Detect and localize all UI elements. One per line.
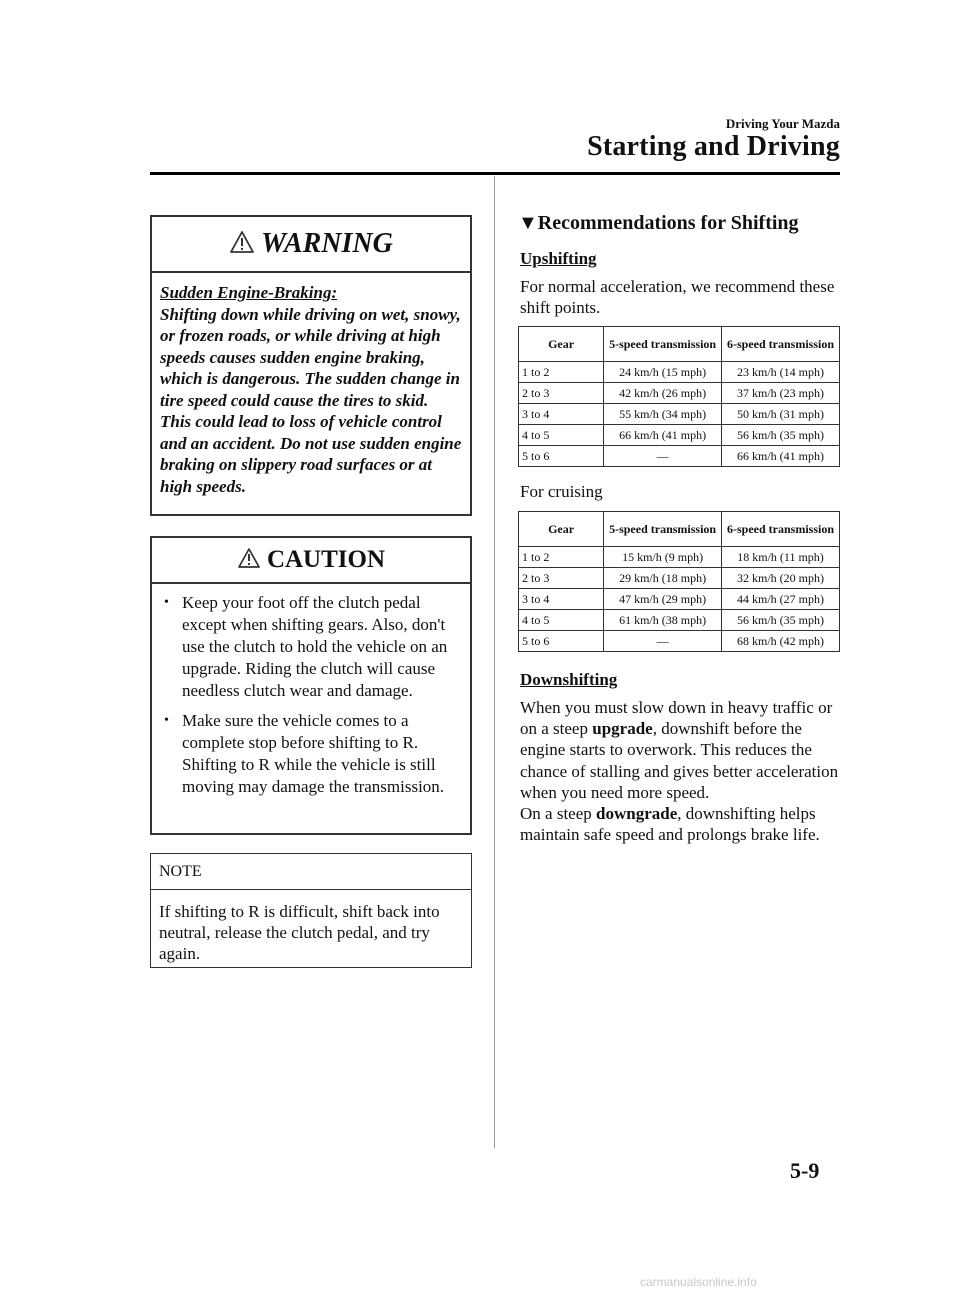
- warning-box: [150, 215, 472, 516]
- downshift-paragraph-2: [520, 803, 840, 845]
- caution-box: [150, 536, 472, 835]
- header-rule: [150, 172, 840, 175]
- note-title: NOTE: [151, 854, 471, 890]
- speed-cell-6: 56 km/h (35 mph): [722, 425, 840, 446]
- recommendations-title: Recommendations for Shifting: [537, 212, 799, 234]
- section-label: Driving Your Mazda: [725, 116, 840, 131]
- recommendations-heading: [518, 212, 799, 235]
- speed-cell-5: 61 km/h (38 mph): [604, 610, 722, 631]
- column-header-6-speed: 6-speed transmission: [722, 512, 840, 547]
- table-row: [519, 589, 840, 610]
- downshifting-label: Downshifting: [520, 670, 618, 689]
- speed-cell-6: 44 km/h (27 mph): [722, 589, 840, 610]
- table-row: [519, 446, 840, 467]
- speed-cell-6: 50 km/h (31 mph): [722, 404, 840, 425]
- column-header-gear: Gear: [519, 512, 604, 547]
- gear-cell: 5 to 6: [519, 631, 604, 652]
- caution-icon: [237, 547, 261, 574]
- speed-cell-5: 47 km/h (29 mph): [604, 589, 722, 610]
- speed-cell-6: 18 km/h (11 mph): [722, 547, 840, 568]
- column-header-5-speed: 5-speed transmission: [604, 327, 722, 362]
- upshifting-intro: For normal acceleration, we recommend these shift points.: [520, 277, 835, 317]
- table-row: [519, 404, 840, 425]
- column-header-5-speed: 5-speed transmission: [604, 512, 722, 547]
- gear-cell: 1 to 2: [519, 547, 604, 568]
- gear-cell: 3 to 4: [519, 404, 604, 425]
- warning-header: [152, 217, 470, 273]
- table-row: [519, 383, 840, 404]
- caution-title: CAUTION: [266, 546, 386, 573]
- table-header-row: [519, 512, 840, 547]
- gear-cell: 3 to 4: [519, 589, 604, 610]
- gear-cell: 5 to 6: [519, 446, 604, 467]
- gear-cell: 2 to 3: [519, 568, 604, 589]
- upshifting-label: Upshifting: [520, 249, 597, 268]
- caution-item: [164, 710, 462, 798]
- downshift-paragraph-1: [520, 697, 840, 803]
- downgrade-term: downgrade: [596, 804, 678, 824]
- speed-cell-6: 37 km/h (23 mph): [722, 383, 840, 404]
- caution-list: [152, 584, 470, 798]
- speed-cell-6: 23 km/h (14 mph): [722, 362, 840, 383]
- caution-item-text: Make sure the vehicle comes to a complete stop before shifting to R. Shifting to R while the vehicle is still moving may damage the transmission.: [182, 711, 445, 796]
- cruising-table: [518, 511, 840, 652]
- downshift-text: When you must slow down in heavy traffic or on a steep: [520, 698, 833, 739]
- bullet-icon: •: [164, 595, 169, 610]
- warning-body: [152, 273, 470, 497]
- note-body: If shifting to R is difficult, shift back into neutral, release the clutch pedal, and try again.: [159, 902, 440, 963]
- watermark: carmanualsonline.info: [640, 1275, 757, 1289]
- note-box: [150, 853, 472, 968]
- speed-cell-5: 29 km/h (18 mph): [604, 568, 722, 589]
- speed-cell-5: 15 km/h (9 mph): [604, 547, 722, 568]
- speed-cell-5: ―: [604, 446, 722, 467]
- page-number: 5-9: [790, 1158, 820, 1183]
- downshifting-body: [520, 697, 840, 845]
- caution-header: [152, 538, 470, 584]
- speed-cell-6: 32 km/h (20 mph): [722, 568, 840, 589]
- table-header-row: [519, 327, 840, 362]
- warning-heading: Sudden Engine-Braking:: [160, 283, 338, 302]
- upshift-table: [518, 326, 840, 467]
- speed-cell-5: ―: [604, 631, 722, 652]
- warning-icon: [229, 230, 255, 259]
- speed-cell-5: 55 km/h (34 mph): [604, 404, 722, 425]
- table-row: [519, 362, 840, 383]
- gear-cell: 2 to 3: [519, 383, 604, 404]
- table-row: [519, 631, 840, 652]
- speed-cell-6: 56 km/h (35 mph): [722, 610, 840, 631]
- bullet-icon: •: [164, 713, 169, 728]
- speed-cell-5: 24 km/h (15 mph): [604, 362, 722, 383]
- gear-cell: 1 to 2: [519, 362, 604, 383]
- warning-text: Shifting down while driving on wet, snowy, or frozen roads, or while driving at high speeds causes sudden engine braking, which is dangerous. The sudden change in tire speed could cause the tires to skid. This could lead to loss of vehicle control and an accident. Do not use sudden engine braking on slippery road surfaces or at high speeds.: [160, 304, 462, 496]
- downshift-text: , downshifting helps maintain safe speed and prolongs brake life.: [520, 804, 820, 845]
- page-title: Starting and Driving: [587, 131, 840, 162]
- triangle-marker-icon: ▼: [518, 212, 538, 234]
- column-divider: [494, 176, 495, 1148]
- downshift-text: On a steep: [520, 804, 597, 824]
- upgrade-term: upgrade: [592, 719, 653, 739]
- gear-cell: 4 to 5: [519, 425, 604, 446]
- speed-cell-5: 66 km/h (41 mph): [604, 425, 722, 446]
- warning-title: WARNING: [261, 228, 393, 259]
- column-header-gear: Gear: [519, 327, 604, 362]
- speed-cell-6: 68 km/h (42 mph): [722, 631, 840, 652]
- downshift-text: , downshift before the engine starts to overwork. This reduces the chance of stalling and gives better acceleration when you need more speed.: [520, 719, 839, 802]
- table-row: [519, 568, 840, 589]
- gear-cell: 4 to 5: [519, 610, 604, 631]
- column-header-6-speed: 6-speed transmission: [722, 327, 840, 362]
- caution-item-text: Keep your foot off the clutch pedal except when shifting gears. Also, don't use the clutch to hold the vehicle on an upgrade. Riding the clutch will cause needless clutch wear and damage.: [182, 593, 448, 700]
- table-row: [519, 610, 840, 631]
- cruising-label: For cruising: [520, 482, 603, 501]
- table-row: [519, 547, 840, 568]
- caution-item: [164, 592, 462, 702]
- speed-cell-5: 42 km/h (26 mph): [604, 383, 722, 404]
- speed-cell-6: 66 km/h (41 mph): [722, 446, 840, 467]
- table-row: [519, 425, 840, 446]
